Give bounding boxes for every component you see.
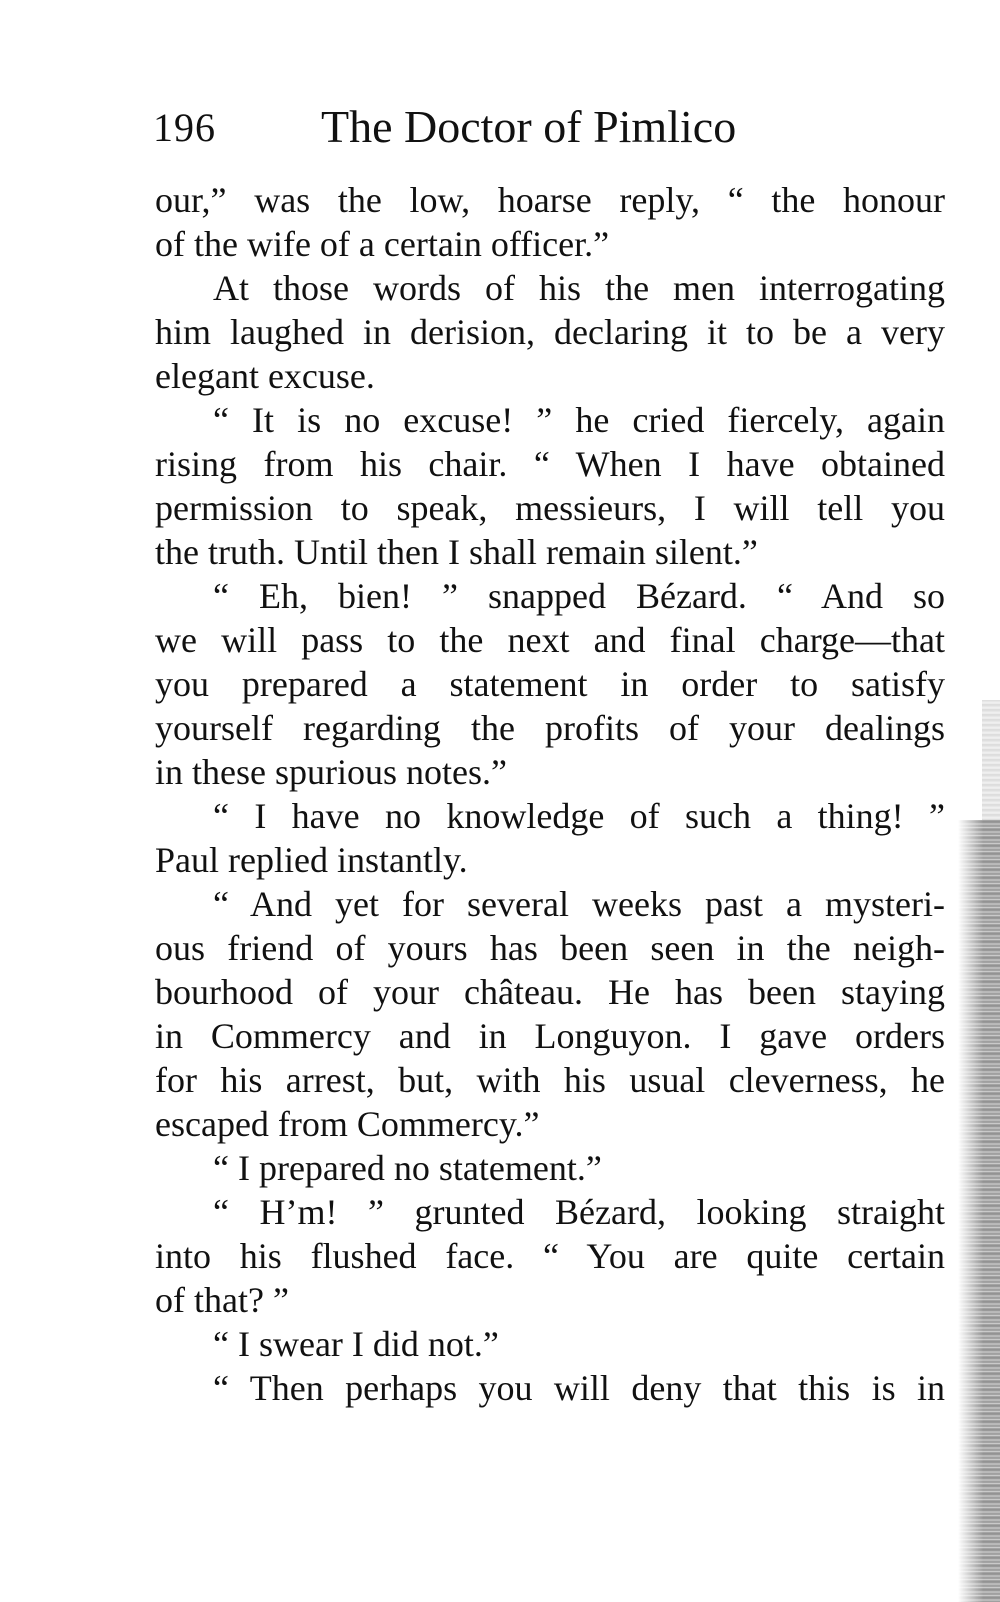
text-line: “ I have no knowledge of such a thing! ” (213, 796, 945, 836)
page-header (153, 100, 793, 160)
page-edge-shadow-upper (982, 700, 1000, 820)
text-line: “ I swear I did not.” (213, 1324, 499, 1364)
text-line: for his arrest, but, with his usual cleverness, he (155, 1060, 945, 1100)
text-line: permission to speak, messieurs, I will tell you (155, 488, 945, 528)
text-line: him laughed in derision, declaring it to be a very (155, 312, 945, 352)
text-line: ous friend of yours has been seen in the neigh- (155, 928, 945, 968)
page-edge-shadow (958, 820, 1000, 1602)
body-text (155, 178, 945, 1410)
text-line: rising from his chair. “ When I have obtained (155, 444, 945, 484)
text-line: yourself regarding the profits of your dealings (155, 708, 945, 748)
text-line: At those words of his the men interrogating (213, 268, 945, 308)
text-line: elegant excuse. (155, 356, 375, 396)
text-line: the truth. Until then I shall remain silent.” (155, 532, 758, 572)
running-title: The Doctor of Pimlico (321, 101, 737, 152)
text-line: you prepared a statement in order to satisfy (155, 664, 945, 704)
text-line: in these spurious notes.” (155, 752, 507, 792)
page-number: 196 (153, 105, 216, 150)
text-line: of that? ” (155, 1280, 289, 1320)
text-line: “ Eh, bien! ” snapped Bézard. “ And so (213, 576, 945, 616)
text-line: in Commercy and in Longuyon. I gave orders (155, 1016, 945, 1056)
text-line: into his flushed face. “ You are quite certain (155, 1236, 945, 1276)
text-line: Paul replied instantly. (155, 840, 468, 880)
text-line: of the wife of a certain officer.” (155, 224, 610, 264)
text-line: “ I prepared no statement.” (213, 1148, 602, 1188)
text-line: bourhood of your château. He has been staying (155, 972, 945, 1012)
text-line: we will pass to the next and final charge—that (155, 620, 945, 660)
text-line: “ It is no excuse! ” he cried fiercely, again (213, 400, 945, 440)
text-line: “ Then perhaps you will deny that this is in (213, 1368, 945, 1408)
text-line: escaped from Commercy.” (155, 1104, 540, 1144)
text-line: “ And yet for several weeks past a mysteri- (213, 884, 945, 924)
text-line: our,” was the low, hoarse reply, “ the honour (155, 180, 945, 220)
text-line: “ H’m! ” grunted Bézard, looking straight (213, 1192, 945, 1232)
